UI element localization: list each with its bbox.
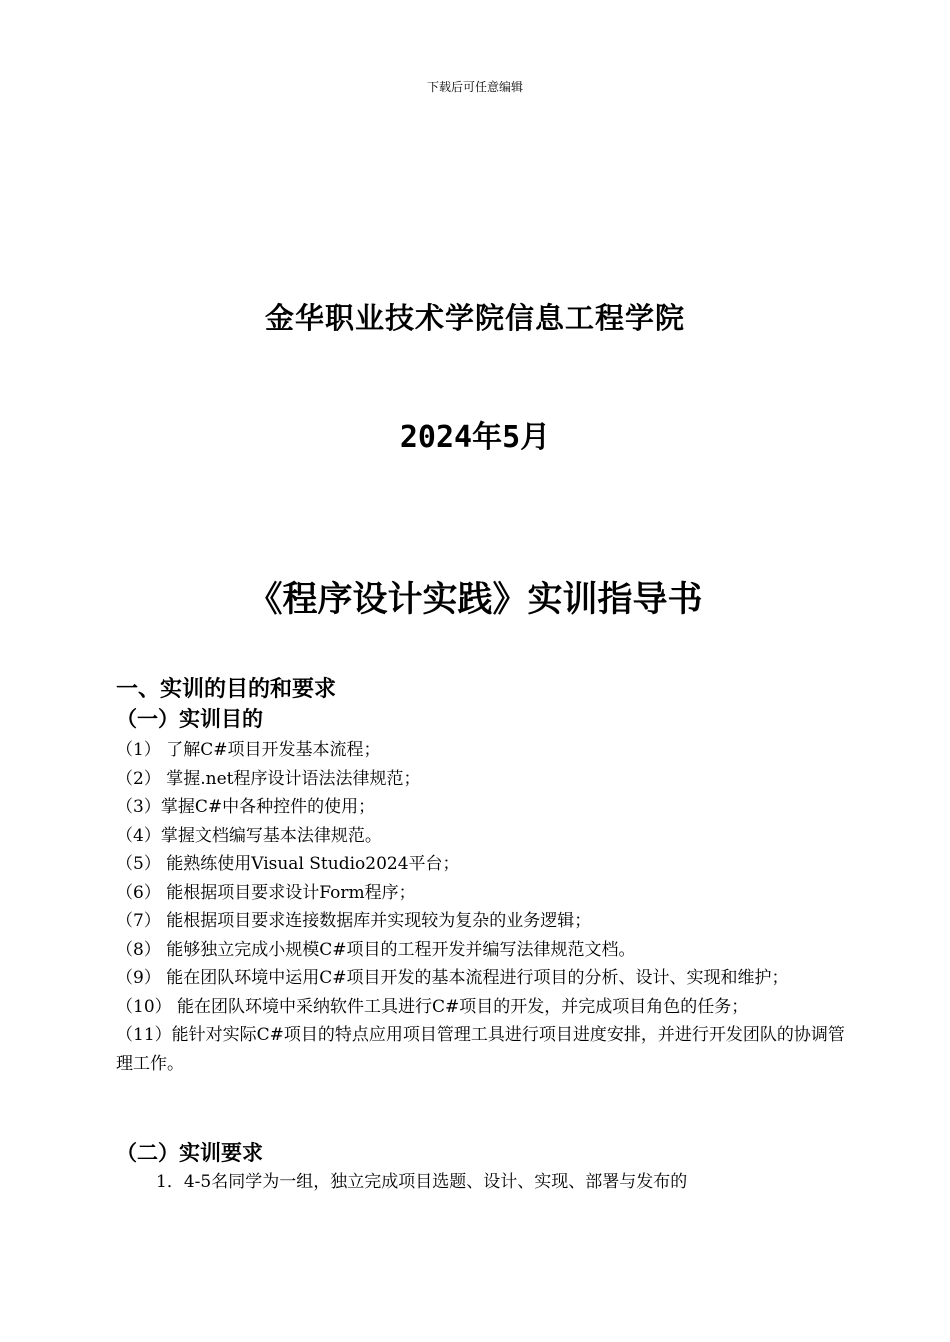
list-item: （1） 了解C#项目开发基本流程； [116,740,381,760]
list-item: （10） 能在团队环境中采纳软件工具进行C#项目的开发，并完成项目角色的任务； [116,996,749,1017]
list-item: （4）掌握文档编写基本法律规范。 [116,825,382,846]
header-note: 下载后可任意编辑 [426,80,523,94]
list-item: （5） 能熟练使用Visual Studio2024平台； [116,854,460,874]
document-date: 2024年5月 [399,420,551,455]
list-item: （2） 掌握.net程序设计语法法律规范； [116,768,421,789]
list-item: （6） 能根据项目要求设计Form程序； [116,882,416,903]
subsection-heading-objectives: （一）实训目的 [116,707,263,731]
document-title: 《程序设计实践》实训指导书 [247,580,703,620]
subsection-heading-requirements: （二）实训要求 [116,1141,263,1165]
list-item: （7） 能根据项目要求连接数据库并实现较为复杂的业务逻辑； [116,911,592,931]
requirement-line: 1．4-5名同学为一组，独立完成项目选题、设计、实现、部署与发布的 [156,1172,688,1192]
list-item: （3）掌握C#中各种控件的使用； [116,797,376,817]
institution-name: 金华职业技术学院信息工程学院 [264,301,685,335]
list-item: （9） 能在团队环境中运用C#项目开发的基本流程进行项目的分析、设计、实现和维护； [116,968,789,988]
list-item: （8） 能够独立完成小规模C#项目的工程开发并编写法律规范文档。 [116,939,636,960]
list-item: （11）能针对实际C#项目的特点应用项目管理工具进行项目进度安排，并进行开发团队的协调管理工作。 [116,1025,845,1074]
section-heading: 一、实训的目的和要求 [116,677,337,702]
objectives-list [116,736,846,1078]
